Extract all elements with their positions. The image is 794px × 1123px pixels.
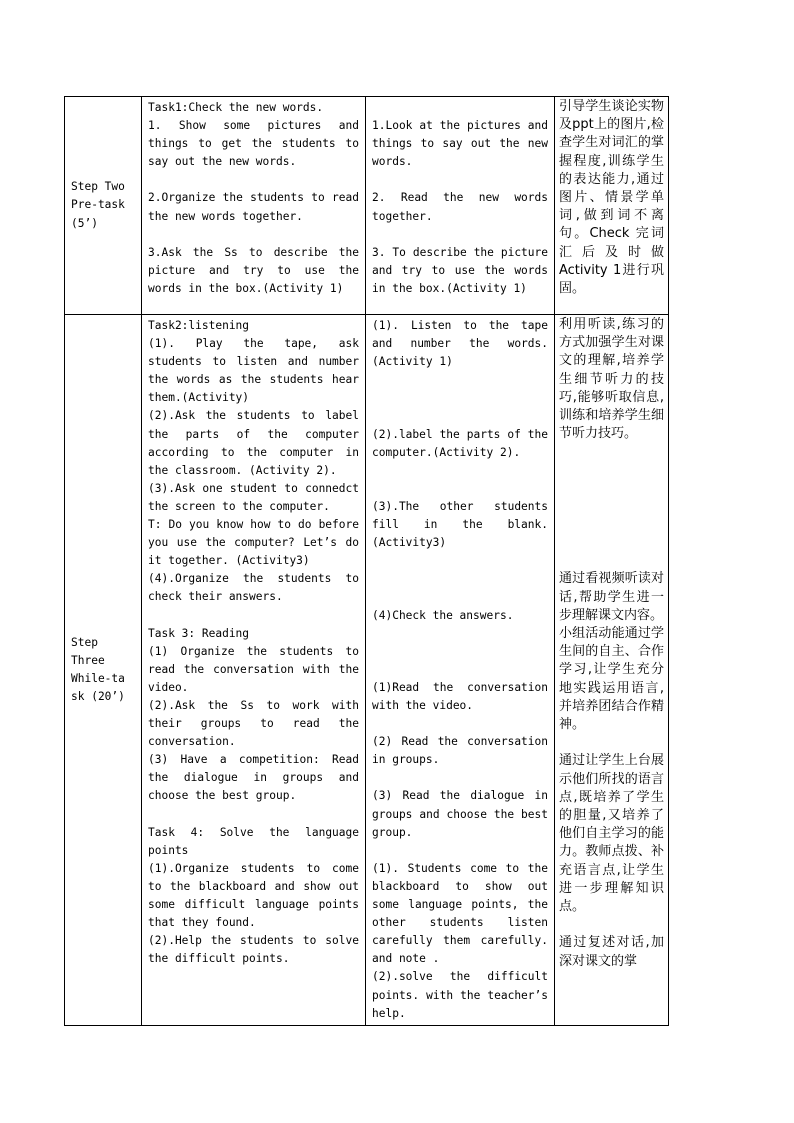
teacher-step: (2).Help the students to solve the difficult points. bbox=[148, 934, 359, 966]
student-step: (4)Check the answers. bbox=[372, 608, 514, 622]
lesson-plan-table bbox=[64, 96, 669, 1026]
teacher-step: T: Do you know how to do before you use the computer? Let’s do it together. (Activity3) bbox=[148, 518, 359, 568]
purpose-cell bbox=[555, 97, 669, 315]
student-step: (2).solve the difficult points. with the teacher’s help. bbox=[372, 970, 548, 1020]
task-heading: Task 4: Solve the language points bbox=[148, 825, 359, 857]
student-step: (1). Listen to the tape and number the words. (Activity 1) bbox=[372, 319, 548, 369]
step-cell bbox=[65, 315, 142, 1026]
task-heading: Task 3: Reading bbox=[148, 626, 250, 640]
teacher-activity-cell bbox=[142, 315, 366, 1026]
student-activity-cell bbox=[366, 97, 555, 315]
teacher-step: 2.Organize the students to read the new words together. bbox=[148, 191, 359, 223]
purpose-text: 利用听读,练习的方式加强学生对课文的理解,培养学生细节听力的技巧,能够听取信息,训练和培养学生细节听力技巧。 bbox=[559, 317, 664, 442]
step-cell bbox=[65, 97, 142, 315]
student-activity-cell bbox=[366, 315, 555, 1026]
step-label: While-ta bbox=[71, 671, 125, 685]
teacher-step: (2).Ask the Ss to work with their groups to read the conversation. bbox=[148, 698, 359, 749]
purpose-text: 引导学生谈论实物及ppt上的图片,检查学生对词汇的掌握程度,训练学生的表达能力,通过图片、情景学单词,做到词不离句。Check 完词汇后及时做Activity 1进行巩固。 bbox=[559, 99, 664, 297]
teacher-step: (3) Have a competition: Read the dialogue in groups and choose the best group. bbox=[148, 753, 359, 803]
teacher-step: 1. Show some pictures and things to get the students to say out the new words. bbox=[148, 119, 359, 169]
student-step: (2) Read the conversation in groups. bbox=[372, 735, 548, 767]
student-step: (1)Read the conversation with the video. bbox=[372, 680, 548, 713]
step-label: Pre-task bbox=[71, 198, 125, 212]
student-step: (1). Students come to the blackboard to show out some language points, the other students listen carefully them carefully. and note . bbox=[372, 861, 548, 966]
teacher-step: (4).Organize the students to check their answers. bbox=[148, 572, 359, 604]
teacher-step: (1). Play the tape, ask students to listen and number the words as the students hear them.(Activity) bbox=[148, 337, 359, 405]
student-step: 2. Read the new words together. bbox=[372, 191, 548, 223]
step-label: Step bbox=[71, 635, 98, 649]
purpose-text: 通过复述对话,加深对课文的掌 bbox=[559, 935, 664, 969]
student-step: 3. To describe the picture and try to use the words in the box.(Activity 1) bbox=[372, 245, 548, 295]
task-heading: Task1:Check the new words. bbox=[148, 101, 324, 114]
teacher-activity-cell bbox=[142, 97, 366, 315]
table-row bbox=[65, 97, 669, 315]
student-step: (3).The other students fill in the blank. (Activity3) bbox=[372, 499, 548, 550]
purpose-text: 小组活动能通过学生间的自主、合作学习,让学生充分地实践运用语言,并培养团结合作精神。 bbox=[559, 626, 664, 733]
teacher-step: 3.Ask the Ss to describe the picture and try to use the words in the box.(Activity 1) bbox=[148, 245, 359, 295]
step-label: Three bbox=[71, 653, 105, 667]
table-row bbox=[65, 315, 669, 1026]
teacher-step: (2).Ask the students to label the parts of the computer according to the computer in the classroom. (Activity 2). bbox=[148, 409, 359, 477]
student-step: (2).label the parts of the computer.(Activity 2). bbox=[372, 427, 548, 459]
step-label: (5’) bbox=[71, 216, 98, 230]
purpose-cell bbox=[555, 315, 669, 1026]
purpose-text: 通过看视频听读对话,帮助学生进一步理解课文内容。 bbox=[559, 571, 664, 623]
purpose-text: 通过让学生上台展示他们所找的语言点,既培养了学生的胆量,又培养了他们自主学习的能力。教师点拨、补充语言点,让学生进一步理解知识点。 bbox=[559, 753, 664, 915]
student-step: 1.Look at the pictures and things to say out the new words. bbox=[372, 119, 548, 169]
step-label: Step Two bbox=[71, 180, 125, 194]
teacher-step: (3).Ask one student to connedct the screen to the computer. bbox=[148, 481, 359, 513]
step-label: sk (20’) bbox=[71, 689, 125, 703]
teacher-step: (1) Organize the students to read the conversation with the video. bbox=[148, 644, 359, 694]
teacher-step: (1).Organize students to come to the blackboard and show out some difficult language points that they found. bbox=[148, 861, 359, 930]
student-step: (3) Read the dialogue in groups and choose the best group. bbox=[372, 789, 548, 839]
task-heading: Task2:listening bbox=[148, 319, 250, 332]
